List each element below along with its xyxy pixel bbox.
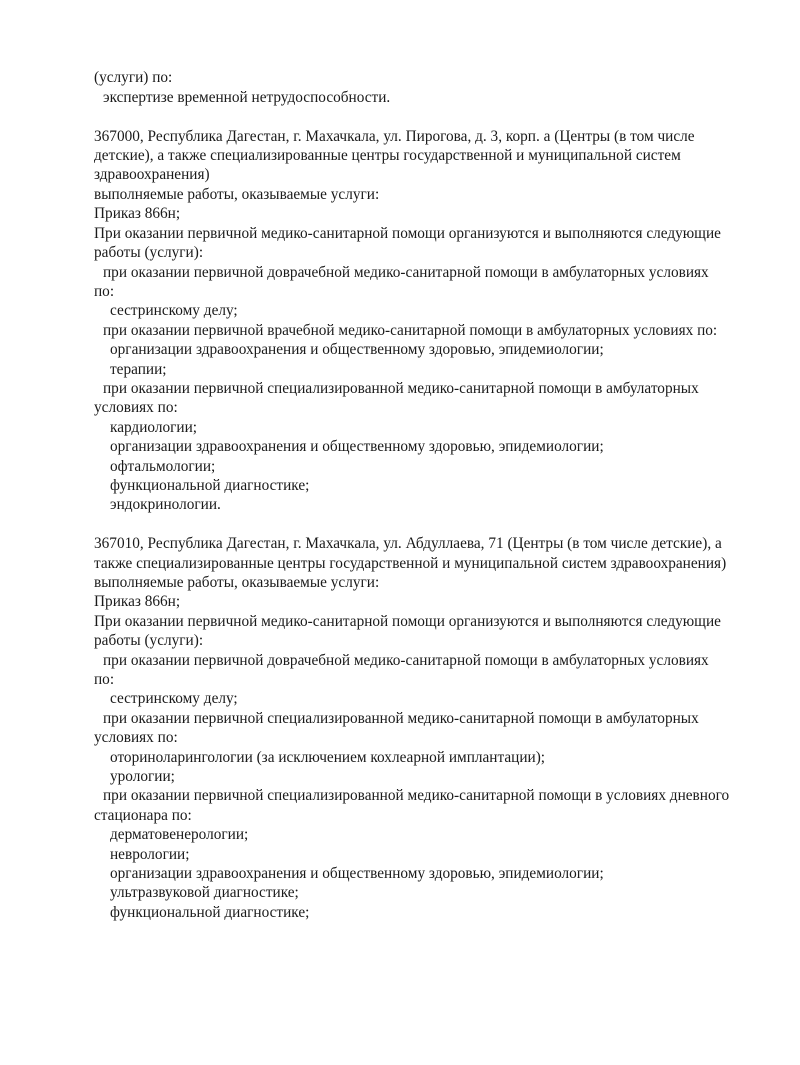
text-line: (услуги) по:: [94, 69, 173, 86]
text-line: терапии;: [110, 361, 167, 378]
text-line: работы (услуги):: [94, 632, 204, 649]
text-line: детские), а также специализированные центры государственной и муниципальной систем: [94, 147, 681, 164]
text-line: 367000, Республика Дагестан, г. Махачкала, ул. Пирогова, д. 3, корп. а (Центры (в том числе: [94, 128, 695, 145]
text-line: выполняемые работы, оказываемые услуги:: [94, 574, 380, 591]
text-line: стационара по:: [94, 807, 192, 824]
text-line: условиях по:: [94, 399, 178, 416]
text-line: ультразвуковой диагностике;: [110, 884, 299, 901]
text-line: сестринскому делу;: [110, 302, 238, 319]
text-line: урологии;: [110, 768, 175, 785]
text-line: При оказании первичной медико-санитарной помощи организуются и выполняются следующие: [94, 613, 721, 630]
text-line: организации здравоохранения и общественному здоровью, эпидемиологии;: [110, 438, 604, 455]
text-line: 367010, Республика Дагестан, г. Махачкала, ул. Абдуллаева, 71 (Центры (в том числе детские), а: [94, 535, 722, 552]
text-line: офтальмологии;: [110, 458, 216, 475]
text-line: Приказ 866н;: [94, 205, 181, 222]
text-line: Приказ 866н;: [94, 593, 181, 610]
text-line: также специализированные центры государственной и муниципальной систем здравоохранения): [94, 555, 727, 572]
text-line: экспертизе временной нетрудоспособности.: [103, 89, 391, 106]
text-line: кардиологии;: [110, 419, 198, 436]
text-line: функциональной диагностике;: [110, 904, 310, 921]
text-line: при оказании первичной специализированной медико-санитарной помощи в условиях дневного: [103, 787, 730, 804]
text-line: дерматовенерологии;: [110, 826, 249, 843]
text-line: сестринскому делу;: [110, 690, 238, 707]
text-line: при оказании первичной специализированной медико-санитарной помощи в амбулаторных: [103, 380, 699, 397]
text-line: функциональной диагностике;: [110, 477, 310, 494]
text-line: по:: [94, 671, 115, 688]
text-line: при оказании первичной специализированной медико-санитарной помощи в амбулаторных: [103, 710, 699, 727]
text-line: оториноларингологии (за исключением кохлеарной имплантации);: [110, 749, 546, 766]
text-line: по:: [94, 283, 115, 300]
text-line: неврологии;: [110, 846, 190, 863]
text-line: при оказании первичной доврачебной медико-санитарной помощи в амбулаторных условиях: [103, 652, 709, 669]
text-line: при оказании первичной доврачебной медико-санитарной помощи в амбулаторных условиях: [103, 264, 709, 281]
text-line: здравоохранения): [94, 166, 210, 183]
text-line: работы (услуги):: [94, 244, 204, 261]
text-line: при оказании первичной врачебной медико-санитарной помощи в амбулаторных условиях по:: [103, 322, 718, 339]
text-line: условиях по:: [94, 729, 178, 746]
text-line: эндокринологии.: [110, 496, 221, 513]
text-line: организации здравоохранения и общественному здоровью, эпидемиологии;: [110, 865, 604, 882]
text-line: выполняемые работы, оказываемые услуги:: [94, 186, 380, 203]
text-line: организации здравоохранения и общественному здоровью, эпидемиологии;: [110, 341, 604, 358]
text-line: При оказании первичной медико-санитарной помощи организуются и выполняются следующие: [94, 225, 721, 242]
